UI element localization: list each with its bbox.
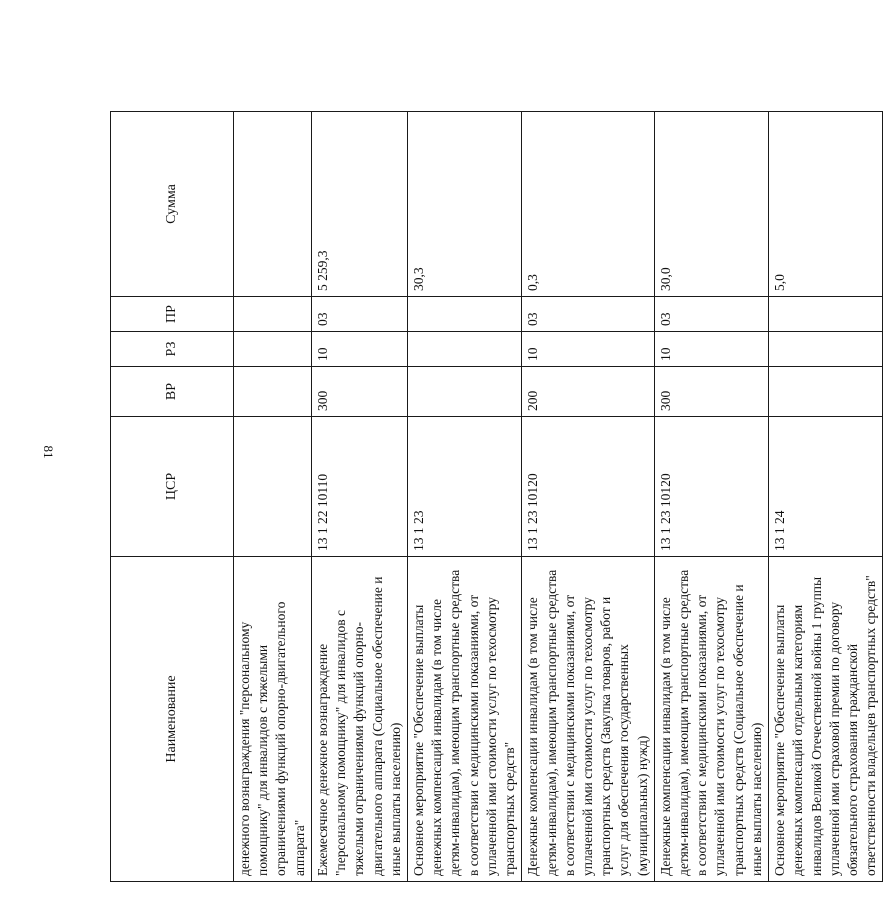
cell-csr [234, 417, 312, 557]
cell-vr [769, 367, 883, 417]
cell-rz: 10 [654, 332, 768, 367]
cell-sum: 5,0 [769, 112, 883, 297]
table-header-row [111, 112, 234, 882]
cell-sum [234, 112, 312, 297]
header-name: Наименование [111, 557, 234, 882]
header-sum: Сумма [111, 112, 234, 297]
cell-rz [769, 332, 883, 367]
cell-csr: 13 1 23 [407, 417, 521, 557]
cell-rz [234, 332, 312, 367]
cell-vr: 300 [654, 367, 768, 417]
cell-pr: 03 [522, 297, 655, 332]
cell-name: Денежные компенсации инвалидам (в том числе детям-инвалидам), имеющим транспортные средства в соответствии с медицинскими показаниями, от уплаченной ими стоимости услуг по техосмотру транспортных средств (Закупка товаров, работ и услуг для обеспечения государственных (муниципальных) нужд) [522, 557, 655, 882]
cell-sum: 0,3 [522, 112, 655, 297]
table-row [769, 112, 883, 882]
cell-name: Ежемесячное денежное вознаграждение "персональному помощнику" для инвалидов с тяжелыми ограничениями функций опорно-двигательного аппарата (Социальное обеспечение и иные выплаты населению) [311, 557, 407, 882]
cell-csr: 13 1 22 10110 [311, 417, 407, 557]
cell-name: Основное мероприятие "Обеспечение выплаты денежных компенсаций инвалидам (в том числе детям-инвалидам), имеющим транспортные средства в соответствии с медицинскими показаниями, от уплаченной ими стоимости услуг по техосмотру транспортных средств" [407, 557, 521, 882]
cell-pr: 03 [311, 297, 407, 332]
header-vr: ВР [111, 367, 234, 417]
cell-sum: 30,0 [654, 112, 768, 297]
header-csr: ЦСР [111, 417, 234, 557]
cell-name: Основное мероприятие "Обеспечение выплаты денежных компенсаций отдельным категориям инвалидов Великой Отечественной войны 1 группы уплаченной ими страховой премии по договору обязательного страхования гражданской ответственности владельцев транспортных средств" [769, 557, 883, 882]
cell-pr [407, 297, 521, 332]
cell-csr: 13 1 23 10120 [654, 417, 768, 557]
header-pr: ПР [111, 297, 234, 332]
header-rz: РЗ [111, 332, 234, 367]
cell-name: Денежные компенсации инвалидам (в том числе детям-инвалидам), имеющим транспортные средства в соответствии с медицинскими показаниями, от уплаченной ими стоимости услуг по техосмотру транспортных средств (Социальное обеспечение и иные выплаты населению) [654, 557, 768, 882]
cell-vr: 300 [311, 367, 407, 417]
table-row [654, 112, 768, 882]
cell-vr: 200 [522, 367, 655, 417]
cell-sum: 30,3 [407, 112, 521, 297]
cell-vr [234, 367, 312, 417]
cell-sum: 5 259,3 [311, 112, 407, 297]
cell-rz: 10 [311, 332, 407, 367]
cell-pr [234, 297, 312, 332]
cell-rz [407, 332, 521, 367]
rotated-page-content [110, 112, 879, 882]
table-row [522, 112, 655, 882]
cell-csr: 13 1 23 10120 [522, 417, 655, 557]
table-row [234, 112, 312, 882]
cell-pr: 03 [654, 297, 768, 332]
cell-vr [407, 367, 521, 417]
budget-table [110, 111, 883, 882]
cell-csr: 13 1 24 [769, 417, 883, 557]
page-number: 81 [41, 445, 56, 459]
table-row [311, 112, 407, 882]
table-row [407, 112, 521, 882]
cell-rz: 10 [522, 332, 655, 367]
cell-pr [769, 297, 883, 332]
cell-name: денежного вознаграждения "персональному помощнику" для инвалидов с тяжелыми ограничениями функций опорно-двигательного аппарата" [234, 557, 312, 882]
